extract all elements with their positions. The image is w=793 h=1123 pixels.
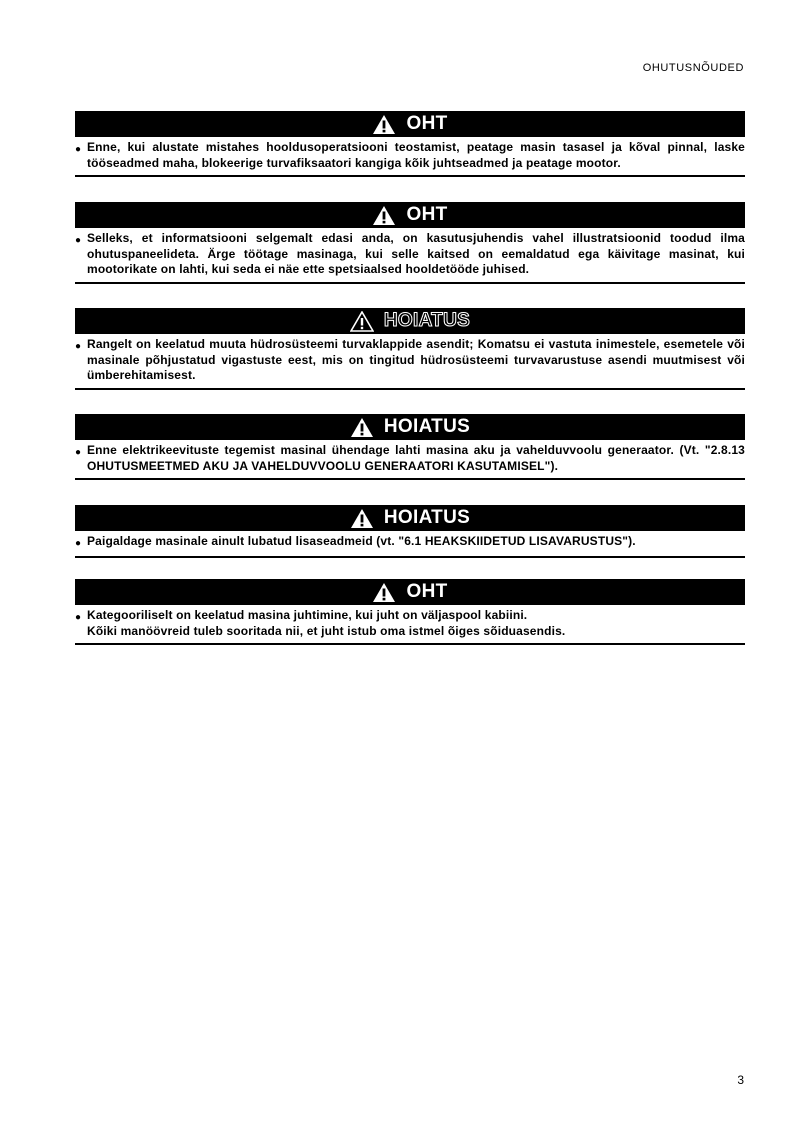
notice-text: Enne elektrikeevituste tegemist masinal ühendage lahti masina aku ja vahelduvvoolu generaator. (Vt. "2.8.13 OHUTUSMEETMED AKU JA VAHELDUVVOOLU GENERAATORI KASUTAMISEL"). [87, 443, 745, 473]
notice-header [75, 579, 745, 605]
bullet-icon: ● [75, 144, 82, 155]
bullet-icon: ● [75, 235, 82, 246]
bullet-icon: ● [75, 538, 82, 549]
notice-title: HOIATUS [383, 507, 471, 528]
warning-triangle-icon [372, 582, 396, 603]
warning-triangle-icon [350, 311, 374, 332]
notice-text: Rangelt on keelatud muuta hüdrosüsteemi turvaklappide asendit; Komatsu ei vastuta inimestele, esemetele või masinale põhjustatud vigastuste eest, mis on tingitud hüdrosüsteemi turvavarustuse asendi muutmisest või ümberehitamisest. [87, 337, 745, 382]
notice-title: OHT [406, 581, 448, 602]
danger-notice [75, 579, 745, 645]
bullet-icon: ● [75, 447, 82, 458]
notice-body [75, 531, 745, 556]
page-number: 3 [737, 1073, 744, 1087]
notice-body [75, 137, 745, 175]
notice-title: OHT [406, 204, 448, 225]
danger-notice [75, 111, 745, 177]
notice-body [75, 228, 745, 282]
list-item [75, 534, 745, 552]
notice-text: Enne, kui alustate mistahes hooldusoperatsiooni teostamist, peatage masin tasasel ja kõval pinnal, laske tööseadmed maha, blokeerige turvafiksaatori kangiga kõik juhtseadmed ja peatage mootor. [87, 140, 745, 170]
notice-title: OHT [406, 113, 448, 134]
warning-triangle-icon [350, 417, 374, 438]
notice-text-line: Kategooriliselt on keelatud masina juhtimine, kui juht on väljaspool kabiini. [87, 608, 528, 622]
running-header: OHUTUSNÕUDED [642, 62, 744, 74]
warning-notice [75, 308, 745, 390]
notice-header [75, 202, 745, 228]
list-item [75, 337, 745, 384]
bullet-icon: ● [75, 341, 82, 352]
notice-text-line: Kõiki manöövreid tuleb sooritada nii, et juht istub oma istmel õiges sõiduasendis. [87, 623, 566, 638]
notice-text [87, 608, 745, 639]
warning-notice [75, 505, 745, 558]
notice-header [75, 308, 745, 334]
list-item [75, 608, 745, 639]
notice-title: HOIATUS [383, 310, 471, 331]
notice-text: Paigaldage masinale ainult lubatud lisaseadmeid (vt. "6.1 HEAKSKIIDETUD LISAVARUSTUS"). [87, 534, 636, 548]
warning-triangle-icon [350, 508, 374, 529]
notice-text: Selleks, et informatsiooni selgemalt edasi anda, on kasutusjuhendis vahel illustratsioonid toodud ilma ohutuspaneelideta. Ärge töötage masinaga, kui selle kaitsed on eemaldatud ega käivitage masinat, kui mootorikate on lahti, kui seda ei näe ette spetsiaalsed hooldetööde juhised. [87, 231, 745, 276]
warning-triangle-icon [372, 205, 396, 226]
bullet-icon: ● [75, 612, 82, 623]
notice-body [75, 334, 745, 388]
notice-header [75, 111, 745, 137]
notice-body [75, 605, 745, 643]
list-item [75, 140, 745, 171]
notice-header [75, 505, 745, 531]
list-item [75, 443, 745, 474]
notice-title: HOIATUS [383, 416, 471, 437]
warning-notice [75, 414, 745, 480]
danger-notice [75, 202, 745, 284]
warning-triangle-icon [372, 114, 396, 135]
notice-header [75, 414, 745, 440]
notice-body [75, 440, 745, 478]
list-item [75, 231, 745, 278]
